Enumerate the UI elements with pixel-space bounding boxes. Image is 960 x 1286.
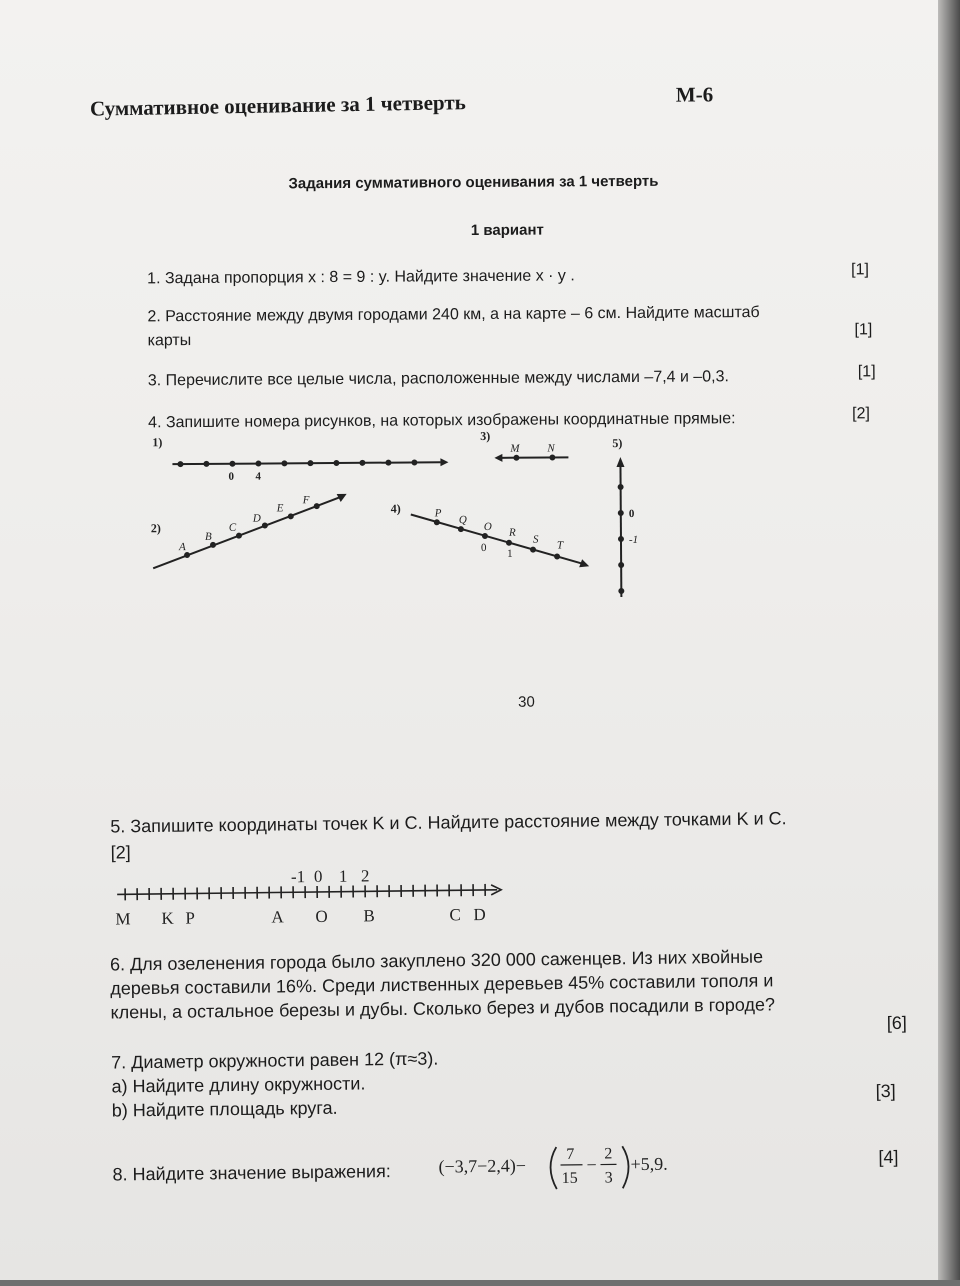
figure-4-tick-1: 1 bbox=[507, 548, 513, 560]
figure-2-label-b: B bbox=[205, 531, 212, 543]
question-7-line2: a) Найдите длину окружности. bbox=[111, 1073, 365, 1097]
figure-4-point bbox=[506, 540, 512, 546]
document-code: М-6 bbox=[676, 82, 714, 107]
question-2-mark: [1] bbox=[854, 321, 872, 339]
point-label-o: O bbox=[315, 907, 328, 926]
figures-panel bbox=[140, 429, 661, 613]
figure-1-tick bbox=[203, 461, 209, 467]
question-2-line2: карты bbox=[148, 332, 192, 350]
point-label-c: C bbox=[449, 905, 461, 924]
figure-5-line bbox=[620, 463, 621, 597]
figure-4-label-s: S bbox=[533, 534, 539, 546]
fraction1-numerator: 7 bbox=[566, 1146, 574, 1163]
figure-1-tick bbox=[385, 460, 391, 466]
figure-4-point bbox=[554, 553, 560, 559]
tick-label-minus1: -1 bbox=[291, 867, 305, 886]
question-7-line3: b) Найдите площадь круга. bbox=[112, 1098, 338, 1122]
number-line-axis bbox=[117, 890, 497, 895]
figure-1-tick bbox=[307, 460, 313, 466]
figure-4-label-t: T bbox=[557, 539, 564, 551]
fraction1-denominator: 15 bbox=[562, 1170, 578, 1187]
question-8-text: 8. Найдите значение выражения: bbox=[112, 1161, 390, 1185]
fraction2-denominator: 3 bbox=[605, 1169, 613, 1186]
right-paren bbox=[622, 1146, 629, 1188]
figure-5-tick bbox=[618, 510, 624, 516]
figure-4-number: 4) bbox=[391, 502, 401, 516]
figure-3-point bbox=[513, 455, 519, 461]
figure-4-label-q: Q bbox=[459, 514, 467, 526]
figure-3-arrow bbox=[494, 454, 502, 462]
point-label-k: K bbox=[161, 909, 174, 928]
question-7-mark: [3] bbox=[876, 1081, 896, 1102]
point-label-p: P bbox=[185, 908, 195, 927]
figure-5-label-minus1: -1 bbox=[629, 534, 638, 546]
figure-2-label-a: A bbox=[178, 541, 186, 553]
figure-2-point bbox=[314, 503, 320, 509]
figure-4-point bbox=[530, 547, 536, 553]
figure-5-tick bbox=[618, 588, 624, 594]
point-label-m: M bbox=[115, 909, 130, 928]
question-3-text: 3. Перечислите все целые числа, расположенные между числами –7,4 и –0,3. bbox=[148, 368, 729, 390]
question-1-mark: [1] bbox=[851, 261, 869, 279]
variant-label: 1 вариант bbox=[471, 222, 544, 240]
question-7-line1: 7. Диаметр окружности равен 12 (π≈3). bbox=[111, 1049, 438, 1074]
figure-1-number: 1) bbox=[152, 435, 162, 449]
figure-1-tick bbox=[229, 461, 235, 467]
figure-5-tick bbox=[618, 536, 624, 542]
fraction2-numerator: 2 bbox=[604, 1145, 612, 1162]
figure-1-tick bbox=[333, 460, 339, 466]
page-bottom bbox=[0, 754, 960, 1286]
tick-label-0: 0 bbox=[314, 867, 323, 886]
figure-1-label-0: 0 bbox=[228, 471, 234, 483]
question-1-text: 1. Задана пропорция x : 8 = 9 : y. Найдите значение x · y . bbox=[147, 267, 575, 288]
figure-3-point bbox=[549, 454, 555, 460]
tick-label-2: 2 bbox=[361, 866, 370, 885]
left-paren bbox=[550, 1147, 557, 1189]
expression-part2: +5,9. bbox=[630, 1154, 667, 1174]
page-number: 30 bbox=[518, 694, 535, 711]
figure-2-line bbox=[153, 497, 341, 568]
question-3-mark: [1] bbox=[858, 363, 876, 381]
figure-4-tick-0: 0 bbox=[481, 542, 487, 554]
figure-5-tick bbox=[618, 562, 624, 568]
figure-1-tick bbox=[281, 460, 287, 466]
figure-1-tick bbox=[255, 461, 261, 467]
figure-2-label-e: E bbox=[276, 502, 284, 514]
document-title: Суммативное оценивание за 1 четверть bbox=[90, 90, 466, 122]
figure-1-tick bbox=[177, 461, 183, 467]
figure-2-point bbox=[262, 522, 268, 528]
figure-5-label-0: 0 bbox=[629, 508, 635, 520]
figure-1-arrow bbox=[440, 458, 448, 466]
figure-1-tick bbox=[359, 460, 365, 466]
figure-5-number: 5) bbox=[612, 436, 622, 450]
question-6-line1: 6. Для озеленения города было закуплено 320 000 саженцев. Из них хвойные bbox=[110, 947, 763, 976]
question-6-mark: [6] bbox=[887, 1013, 907, 1034]
question-2-line1: 2. Расстояние между двумя городами 240 км, а на карте – 6 см. Найдите масштаб bbox=[147, 304, 759, 326]
figure-2-number: 2) bbox=[151, 521, 161, 535]
figure-2-point bbox=[236, 533, 242, 539]
figure-3-label-m: M bbox=[509, 443, 520, 455]
point-label-d: D bbox=[473, 905, 486, 924]
figure-4-point bbox=[434, 519, 440, 525]
expression-minus: − bbox=[586, 1155, 596, 1175]
point-label-b: B bbox=[363, 906, 375, 925]
figure-4-label-r: R bbox=[508, 527, 516, 539]
tick-label-1: 1 bbox=[339, 867, 348, 886]
expression-formula bbox=[432, 1131, 693, 1198]
figure-4-point bbox=[482, 533, 488, 539]
figure-1-label-4: 4 bbox=[255, 471, 261, 483]
question-5-text: 5. Запишите координаты точек K и C. Найдите расстояние между точками K и C. bbox=[110, 808, 786, 837]
figure-4-label-o: O bbox=[484, 521, 492, 533]
expression-part1: (−3,7−2,4)− bbox=[438, 1155, 526, 1177]
figure-2-label-f: F bbox=[302, 494, 310, 506]
section-subtitle: Задания суммативного оценивания за 1 четверть bbox=[288, 173, 658, 193]
question-6-line2: деревья составили 16%. Среди лиственных деревьев 45% составили тополя и bbox=[110, 970, 773, 999]
figure-2-label-c: C bbox=[229, 522, 237, 534]
question-5-mark: [2] bbox=[111, 842, 131, 863]
figure-5-tick bbox=[618, 484, 624, 490]
point-label-a: A bbox=[271, 907, 284, 926]
figure-1-tick bbox=[411, 459, 417, 465]
question-6-line3: клены, а остальное березы и дубы. Сколько берез и дубов посадили в городе? bbox=[110, 994, 775, 1023]
figure-4-label-p: P bbox=[434, 507, 442, 519]
figure-1-line bbox=[172, 462, 440, 464]
figure-5-arrow bbox=[616, 457, 624, 467]
question-8-mark: [4] bbox=[878, 1147, 898, 1168]
figure-4-point bbox=[458, 526, 464, 532]
figure-2-point bbox=[288, 513, 294, 519]
figure-3-number: 3) bbox=[480, 429, 490, 443]
question-5-number-line bbox=[111, 863, 532, 932]
question-4-text: 4. Запишите номера рисунков, на которых изображены координатные прямые: bbox=[148, 410, 736, 432]
figure-2-label-d: D bbox=[252, 513, 261, 525]
question-4-mark: [2] bbox=[852, 405, 870, 423]
figure-3-label-n: N bbox=[546, 442, 555, 454]
